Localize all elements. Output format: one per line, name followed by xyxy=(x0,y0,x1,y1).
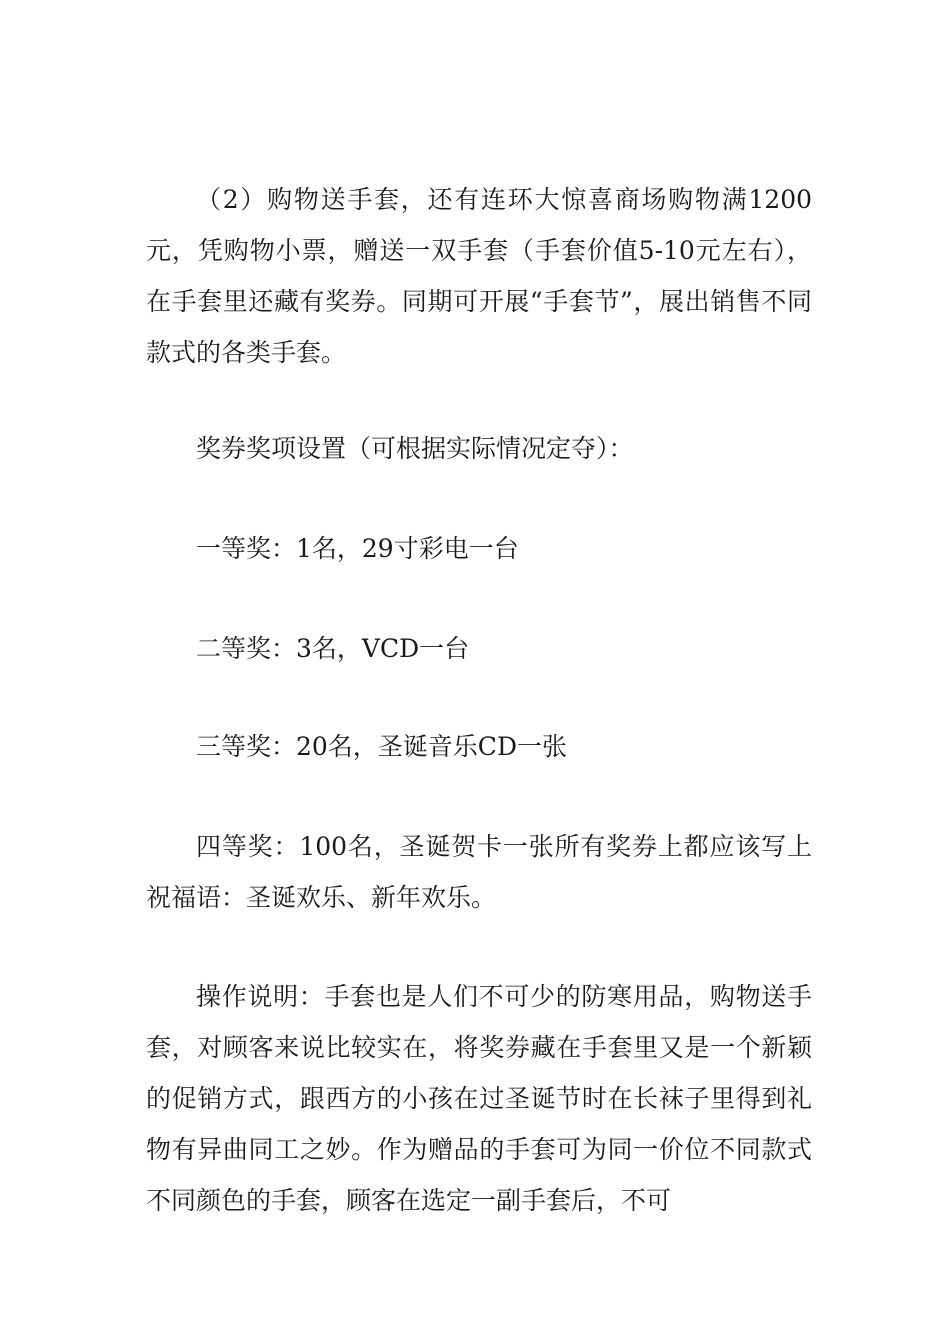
paragraph-first-prize: 一等奖：1名，29寸彩电一台 xyxy=(196,534,519,563)
paragraph-fourth-prize: 四等奖：100名，圣诞贺卡一张所有奖券上都应该写上祝福语：圣诞欢乐、新年欢乐。 xyxy=(146,832,812,912)
paragraph-prize-setup: 奖券奖项设置（可根据实际情况定夺）： xyxy=(196,434,634,463)
paragraph-glove-promotion: （2）购物送手套，还有连环大惊喜商场购物满1200元，凭购物小票，赠送一双手套（手套价值5-10元左右），在手套里还藏有奖券。同期可开展“手套节”，展出销售不同款式的各类手套。 xyxy=(146,185,812,367)
paragraph-operation-notes: 操作说明：手套也是人们不可少的防寒用品，购物送手套，对顾客来说比较实在，将奖券藏在手套里又是一个新颖的促销方式，跟西方的小孩在过圣诞节时在长袜子里得到礼物有异曲同工之妙。作为赠品的手套可为同一价位不同款式不同颜色的手套，顾客在选定一副手套后，不可 xyxy=(146,982,812,1215)
paragraph-third-prize: 三等奖：20名，圣诞音乐CD一张 xyxy=(196,732,567,761)
paragraph-second-prize: 二等奖：3名，VCD一台 xyxy=(196,634,470,663)
